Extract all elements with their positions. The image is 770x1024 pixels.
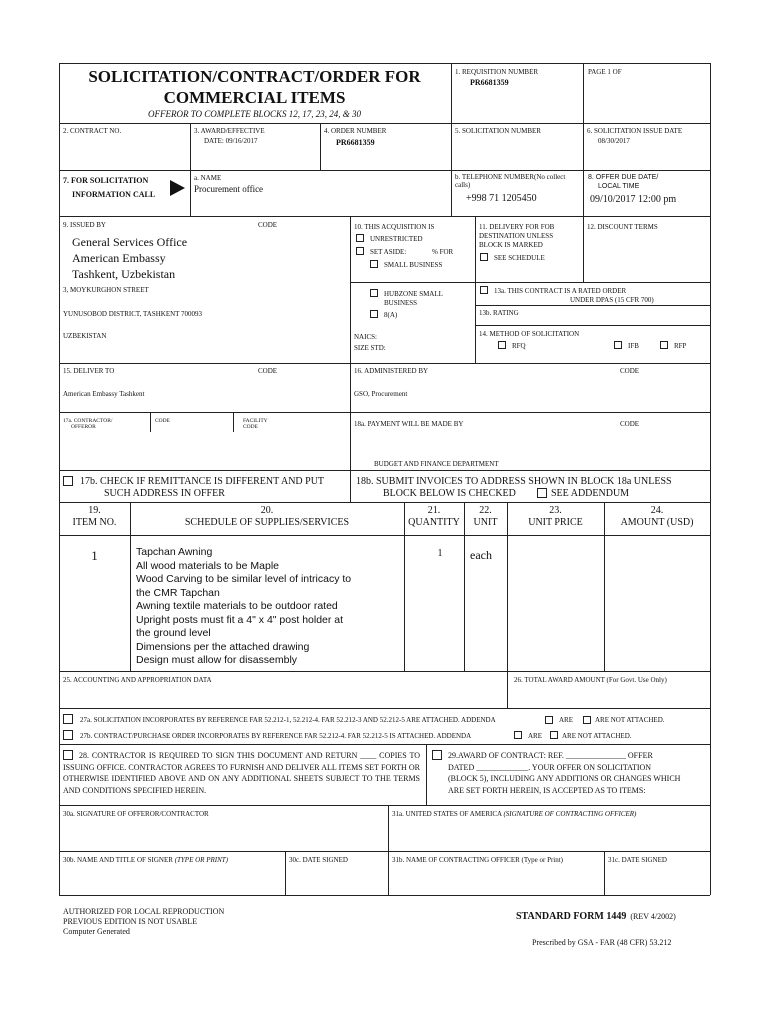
- rule: [59, 502, 710, 503]
- administered-by-code: CODE: [620, 367, 640, 375]
- item-desc-line: Dimensions per the attached drawing: [136, 640, 310, 653]
- rule: [59, 170, 710, 171]
- rule: [59, 412, 710, 413]
- information-call-label: INFORMATION CALL: [72, 190, 156, 199]
- issued-by-line3: Tashkent, Uzbekistan: [72, 267, 176, 281]
- clause-27a-are: ARE: [559, 716, 573, 724]
- due-date-label: 8. OFFER DUE DATE/: [588, 174, 659, 181]
- signature-usa-italic: (SIGNATURE OF CONTRACTING OFFICER): [503, 810, 637, 818]
- clause-27b-checkbox[interactable]: [63, 730, 73, 740]
- budget-finance-dept: BUDGET AND FINANCE DEPARTMENT: [374, 460, 499, 468]
- clause-27a-are-not: ARE NOT ATTACHED.: [595, 716, 665, 724]
- rating-label: 13b. RATING: [479, 309, 519, 317]
- col-unit-price-header: [507, 505, 604, 529]
- submit-invoices-label-2: BLOCK BELOW IS CHECKED: [383, 488, 516, 499]
- accounting-label: 25. ACCOUNTING AND APPROPRIATION DATA: [63, 676, 212, 684]
- rule: [507, 671, 508, 708]
- delivery-fob-label: 11. DELIVERY FOR FOB: [479, 223, 555, 231]
- issued-by-label: 9. ISSUED BY: [63, 221, 106, 229]
- signature-usa-text: 31a. UNITED STATES OF AMERICA: [392, 810, 502, 818]
- item-desc-line: Awning textile materials to be outdoor rated: [136, 600, 338, 612]
- remittance-label-2: SUCH ADDRESS IN OFFER: [104, 488, 225, 499]
- col-quantity-header: [404, 505, 464, 529]
- form-title: [62, 66, 447, 108]
- requisition-label: 1. REQUISITION NUMBER: [455, 68, 539, 76]
- form-title-line1: SOLICITATION/CONTRACT/ORDER FOR: [88, 67, 421, 86]
- clause-29-line: DATED _____________. YOUR OFFER ON SOLICITATION: [448, 762, 652, 772]
- item-desc-line: the CMR Tapchan: [136, 586, 220, 599]
- rule: [426, 744, 427, 805]
- signer-name-text: 30b. NAME AND TITLE OF SIGNER: [63, 856, 173, 864]
- signature-offeror-label: 30a. SIGNATURE OF OFFEROR/CONTRACTOR: [63, 810, 209, 818]
- rule: [59, 363, 710, 364]
- rule: [190, 170, 191, 216]
- facility-label-2: CODE: [243, 424, 258, 430]
- footer-line: Computer Generated: [63, 927, 130, 936]
- issue-date-label: 6. SOLICITATION ISSUE DATE: [587, 127, 683, 135]
- requisition-value[interactable]: PR6681359: [470, 78, 509, 87]
- contract-no-label: 2. CONTRACT NO.: [63, 127, 122, 135]
- rule: [451, 63, 452, 170]
- ifb-label: IFB: [628, 342, 639, 350]
- rfq-label: RFQ: [512, 342, 526, 350]
- rule: [59, 470, 710, 471]
- rule: [583, 63, 584, 216]
- col-22-title: UNIT: [473, 517, 498, 528]
- hubzone-label: HUBZONE SMALL: [384, 290, 443, 298]
- clause-27b-are-not-checkbox[interactable]: [550, 731, 558, 739]
- contractor-label-2: OFFEROR: [71, 424, 96, 430]
- footer-line: AUTHORIZED FOR LOCAL REPRODUCTION: [63, 907, 225, 916]
- form-title-line2: COMMERCIAL ITEMS: [163, 88, 346, 107]
- eight-a-label: 8(A): [384, 311, 398, 319]
- standard-form-rev: (REV 4/2002): [630, 912, 676, 921]
- form-subtitle: OFFEROR TO COMPLETE BLOCKS 12, 17, 23, 24, & 30: [147, 109, 362, 119]
- business-label: BUSINESS: [384, 299, 418, 307]
- rule: [350, 216, 351, 470]
- administered-by-value[interactable]: GSO, Procurement: [354, 390, 408, 398]
- rated-order-label: 13a. THIS CONTRACT IS A RATED ORDER: [494, 287, 627, 295]
- item-desc-line: Wood Carving to be similar level of intricacy to: [136, 573, 352, 585]
- issued-addr-1: 3, MOYKURGHON STREET: [63, 286, 149, 294]
- due-date-value[interactable]: 09/10/2017 12:00 pm: [590, 194, 677, 205]
- submit-invoices-label: 18b. SUBMIT INVOICES TO ADDRESS SHOWN IN BLOCK 18a UNLESS: [356, 476, 672, 487]
- delivery-fob-label-2: DESTINATION UNLESS: [479, 232, 554, 240]
- rule: [59, 671, 710, 672]
- rule: [59, 123, 710, 124]
- see-addendum-label: SEE ADDENDUM: [551, 488, 630, 499]
- due-date-label-2: LOCAL TIME: [598, 183, 640, 190]
- see-schedule-label: SEE SCHEDULE: [494, 254, 545, 262]
- solicitation-number-label: 5. SOLICITATION NUMBER: [455, 127, 541, 135]
- facility-label-1: FACILITY: [243, 418, 268, 424]
- rule: [475, 216, 476, 363]
- contractor-code-label: CODE: [155, 418, 170, 424]
- clause-27a-are-checkbox[interactable]: [545, 716, 553, 724]
- officer-date-signed-label: 31c. DATE SIGNED: [608, 856, 667, 864]
- col-22-number: 22.: [479, 505, 492, 516]
- discount-terms-label: 12. DISCOUNT TERMS: [587, 223, 658, 231]
- arrow-right-icon: [170, 180, 186, 196]
- contracting-officer-name-label: 31b. NAME OF CONTRACTING OFFICER (Type or Print): [392, 856, 564, 864]
- small-business-checkbox[interactable]: [370, 260, 378, 268]
- rule: [320, 123, 321, 170]
- col-23-number: 23.: [549, 505, 562, 516]
- footer-line: PREVIOUS EDITION IS NOT USABLE: [63, 917, 198, 926]
- name-label: a. NAME: [194, 174, 222, 182]
- rule: [451, 170, 452, 216]
- standard-form-id: [516, 906, 676, 924]
- col-19-number: 19.: [88, 505, 101, 516]
- set-aside-checkbox[interactable]: [356, 247, 364, 255]
- rated-order-label-2: UNDER DPAS (15 CFR 700): [570, 296, 654, 304]
- rated-order-checkbox[interactable]: [480, 286, 488, 294]
- signer-name-label: [63, 856, 228, 865]
- clause-27a-label: 27a. SOLICITATION INCORPORATES BY REFERENCE FAR 52.212-1, 52.212-4. FAR 52.212-3 AND 52.212-5 ARE ATTACHED. ADDENDA: [80, 716, 496, 724]
- col-24-number: 24.: [650, 505, 664, 516]
- rule: [59, 216, 710, 217]
- rfq-checkbox[interactable]: [498, 341, 506, 349]
- rule: [604, 851, 605, 895]
- remittance-checkbox[interactable]: [63, 476, 73, 486]
- small-business-label: SMALL BUSINESS: [384, 261, 443, 269]
- rule: [59, 63, 60, 895]
- item-desc-line: Design must allow for disassembly: [136, 654, 298, 666]
- col-schedule-header: [130, 505, 404, 529]
- set-aside-label: SET ASIDE:: [370, 248, 407, 256]
- naics-label: NAICS:: [354, 333, 377, 341]
- issued-by-code: CODE: [258, 221, 278, 229]
- hubzone-checkbox[interactable]: [370, 289, 378, 297]
- col-23-title: UNIT PRICE: [528, 517, 583, 528]
- rule: [59, 708, 710, 709]
- see-addendum-checkbox[interactable]: [537, 488, 547, 498]
- col-item-no-header: [59, 505, 130, 529]
- award-date[interactable]: DATE: 09/16/2017: [204, 137, 258, 145]
- page-label: PAGE 1 OF: [588, 68, 622, 76]
- issued-by-line1: General Services Office: [72, 235, 188, 249]
- clause-27b-label: 27b. CONTRACT/PURCHASE ORDER INCORPORATES BY REFERENCE FAR 52.212-4. FAR 52.212-5 IS ATTACHED. ADDENDA: [80, 732, 472, 740]
- telephone-value[interactable]: +998 71 1205450: [466, 193, 537, 204]
- contractor-label: [63, 418, 112, 430]
- clause-27a-are-not-checkbox[interactable]: [583, 716, 591, 724]
- award-label: 3. AWARD/EFFECTIVE: [194, 127, 265, 135]
- item-description[interactable]: [136, 546, 351, 668]
- item-desc-line: Tapchan Awning: [136, 546, 213, 558]
- administered-by-label: 16. ADMINISTERED BY: [354, 367, 429, 375]
- contractor-label-1: 17a. CONTRACTOR/: [63, 418, 113, 424]
- issue-date-value[interactable]: 08/30/2017: [598, 137, 630, 145]
- clause-27b-are-not: ARE NOT ATTACHED.: [562, 732, 632, 740]
- rule: [475, 325, 710, 326]
- rule: [285, 851, 286, 895]
- clause-27a-checkbox[interactable]: [63, 714, 73, 724]
- rule: [350, 282, 710, 283]
- unrestricted-checkbox[interactable]: [356, 234, 364, 242]
- rule: [59, 805, 710, 806]
- deliver-to-code: CODE: [258, 367, 278, 375]
- clause-27b-are-checkbox[interactable]: [514, 731, 522, 739]
- clause-29-text: [448, 750, 680, 796]
- date-signed-label: 30c. DATE SIGNED: [289, 856, 348, 864]
- clause-29-line: (BLOCK 5), INCLUDING ANY ADDITIONS OR CHANGES WHICH: [448, 774, 681, 783]
- signature-usa-label: [392, 810, 636, 819]
- col-unit-header: [464, 505, 507, 529]
- issued-addr-2: YUNUSOBOD DISTRICT, TASHKENT 700093: [63, 310, 203, 318]
- rule: [583, 216, 584, 282]
- deliver-to-value[interactable]: American Embassy Tashkent: [63, 390, 145, 398]
- issued-by-line2: American Embassy: [72, 251, 166, 265]
- percent-for-label: % FOR: [432, 248, 454, 256]
- rule: [59, 744, 710, 745]
- rule: [190, 123, 191, 170]
- acquisition-label: 10. THIS ACQUISITION IS: [354, 223, 435, 231]
- signer-name-italic: (TYPE OR PRINT): [174, 856, 228, 864]
- deliver-to-label: 15. DELIVER TO: [63, 367, 115, 375]
- col-21-number: 21.: [427, 505, 441, 516]
- col-20-title: SCHEDULE OF SUPPLIES/SERVICES: [184, 517, 350, 528]
- method-label: 14. METHOD OF SOLICITATION: [479, 330, 580, 338]
- clause-29-line: ARE SET FORTH HEREIN, IS ACCEPTED AS TO ITEMS:: [448, 785, 646, 795]
- clause-28-text: 28. CONTRACTOR IS REQUIRED TO SIGN THIS DOCUMENT AND RETURN ____ COPIES TO ISSUING OFFICE. CONTRACTOR AGREES TO FURNISH AND DELIVER ALL ITEMS SET FORTH OR OTHERWISE IDENTIFIED ABOVE AND ON ANY ADDITIONAL SHEETS SUBJECT TO THE TERMS AND CONDITIONS SPECIFIED HEREIN.: [63, 751, 420, 795]
- size-std-label: SIZE STD:: [354, 344, 386, 352]
- col-21-title: QUANTITY: [408, 517, 460, 528]
- item-number[interactable]: 1: [91, 548, 98, 563]
- issued-by-address: [72, 234, 187, 282]
- item-desc-line: All wood materials to be Maple: [136, 559, 279, 572]
- facility-code-label: [243, 418, 268, 430]
- clause-29-line: 29.AWARD OF CONTRACT: REF. _______________ OFFER: [448, 751, 653, 760]
- item-unit[interactable]: each: [470, 548, 492, 562]
- item-quantity[interactable]: 1: [437, 548, 443, 559]
- unrestricted-label: UNRESTRICTED: [370, 235, 423, 243]
- rule: [59, 895, 710, 896]
- payment-by-label: 18a. PAYMENT WILL BE MADE BY: [354, 420, 464, 428]
- rule: [388, 805, 389, 895]
- see-schedule-checkbox[interactable]: [480, 253, 488, 261]
- telephone-label: b. TELEPHONE NUMBER(No collect: [455, 173, 566, 181]
- rule: [150, 412, 151, 432]
- item-desc-line: Upright posts must fit a 4" x 4" post holder at: [136, 613, 344, 626]
- standard-form-number: STANDARD FORM 1449: [516, 911, 627, 922]
- name-value[interactable]: Procurement office: [194, 184, 264, 194]
- delivery-fob-label-3: BLOCK IS MARKED: [479, 241, 543, 249]
- rule: [59, 63, 710, 64]
- order-number-label: 4. ORDER NUMBER: [324, 127, 387, 135]
- rule: [59, 535, 710, 536]
- col-19-title: ITEM NO.: [72, 517, 117, 528]
- rule: [59, 851, 710, 852]
- prescribed-by: Prescribed by GSA - FAR (48 CFR) 53.212: [532, 938, 672, 947]
- for-solicitation-label: 7. FOR SOLICITATION: [63, 176, 149, 185]
- col-24-title: AMOUNT (USD): [620, 517, 694, 528]
- col-amount-header: [604, 505, 710, 529]
- rule: [710, 63, 711, 895]
- telephone-label-2: calls): [455, 181, 471, 189]
- col-20-number: 20.: [260, 505, 274, 516]
- reproduction-note: [63, 907, 224, 937]
- rfp-checkbox[interactable]: [660, 341, 668, 349]
- issued-addr-3: UZBEKISTAN: [63, 332, 107, 340]
- item-desc-line: the ground level: [136, 627, 211, 639]
- rule: [475, 305, 710, 306]
- total-award-label: 26. TOTAL AWARD AMOUNT (For Govt. Use Only): [514, 676, 667, 684]
- clause-29-checkbox[interactable]: [432, 750, 442, 760]
- ifb-checkbox[interactable]: [614, 341, 622, 349]
- order-number-value[interactable]: PR6681359: [336, 138, 375, 147]
- rule: [233, 412, 234, 432]
- rfp-label: RFP: [674, 342, 687, 350]
- payment-by-code: CODE: [620, 420, 640, 428]
- eight-a-checkbox[interactable]: [370, 310, 378, 318]
- clause-27b-are: ARE: [528, 732, 542, 740]
- rule: [350, 470, 351, 502]
- remittance-label: 17b. CHECK IF REMITTANCE IS DIFFERENT AND PUT: [80, 476, 325, 487]
